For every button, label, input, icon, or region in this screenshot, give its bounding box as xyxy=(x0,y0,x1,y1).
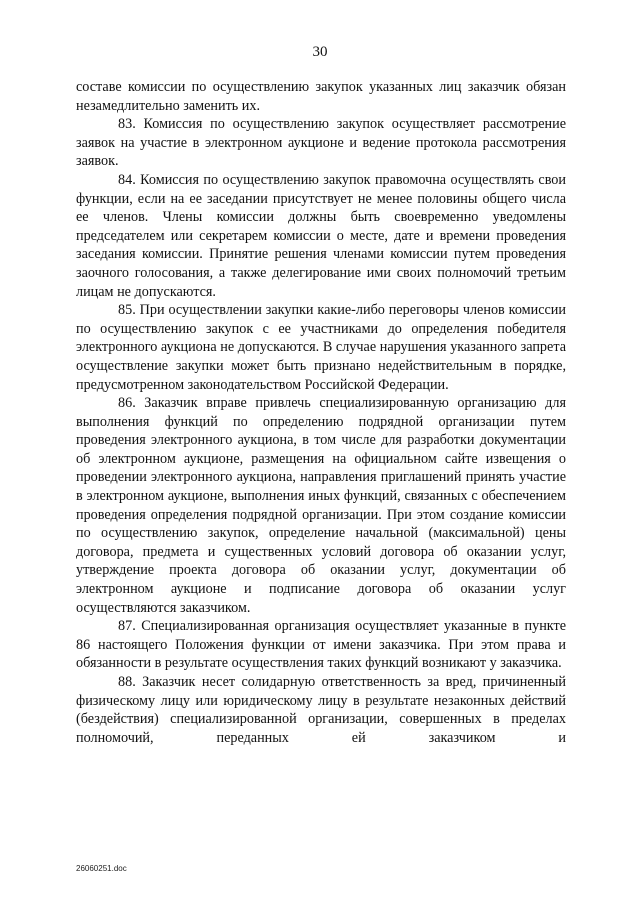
paragraph-87: 87. Специализированная организация осуществляет указанные в пункте 86 настоящего Положения функции от имени заказчика. При этом права и обязанности в результате осуществления таких функций возникают у заказчика. xyxy=(76,618,566,672)
paragraph-continuation: составе комиссии по осуществлению закупок указанных лиц заказчик обязан незамедлительно заменить их. xyxy=(76,79,566,114)
document-body xyxy=(76,78,566,747)
page-number: 30 xyxy=(312,44,328,60)
paragraph-88: 88. Заказчик несет солидарную ответственность за вред, причиненный физическому лицу или юридическому лицу в результате незаконных действий (бездействия) специализированной организации, совершенных в пределах полномочий, переданных ей заказчиком и xyxy=(76,674,566,746)
document-filename-footer: 26060251.doc xyxy=(76,864,127,873)
paragraph-85: 85. При осуществлении закупки какие-либо переговоры членов комиссии по осуществлению закупок с ее участниками до определения победителя электронного аукциона не допускаются. В случае нарушения указанного запрета осуществление закупки может быть признано недействительным в порядке, предусмотренном законодательством Российской Федерации. xyxy=(76,302,566,393)
paragraph-84: 84. Комиссия по осуществлению закупок правомочна осуществлять свои функции, если на ее заседании присутствует не менее половины общего числа ее членов. Члены комиссии должны быть своевременно уведомлены председателем или секретарем комиссии о месте, дате и времени проведения заседания комиссии. Принятие решения членами комиссии путем проведения заочного голосования, а также делегирование ими своих полномочий третьим лицам не допускаются. xyxy=(76,171,566,300)
paragraph-83: 83. Комиссия по осуществлению закупок осуществляет рассмотрение заявок на участие в электронном аукционе и ведение протокола рассмотрения заявок. xyxy=(76,116,566,170)
paragraph-86: 86. Заказчик вправе привлечь специализированную организацию для выполнения функций по определению подрядной организации путем проведения электронного аукциона, в том числе для разработки документации об электронном аукционе, размещения на официальном сайте извещения о проведении электронного аукциона, направления приглашений принять участие в электронном аукционе, выполнения иных функций, связанных с обеспечением проведения определения подрядной организации. При этом создание комиссии по осуществлению закупок, определение начальной (максимальной) цены договора, предмета и существенных условий договора об оказании услуг, утверждение проекта договора об оказании услуг, документации об электронном аукционе и подписание договора об оказании услуг осуществляются заказчиком. xyxy=(76,395,566,616)
